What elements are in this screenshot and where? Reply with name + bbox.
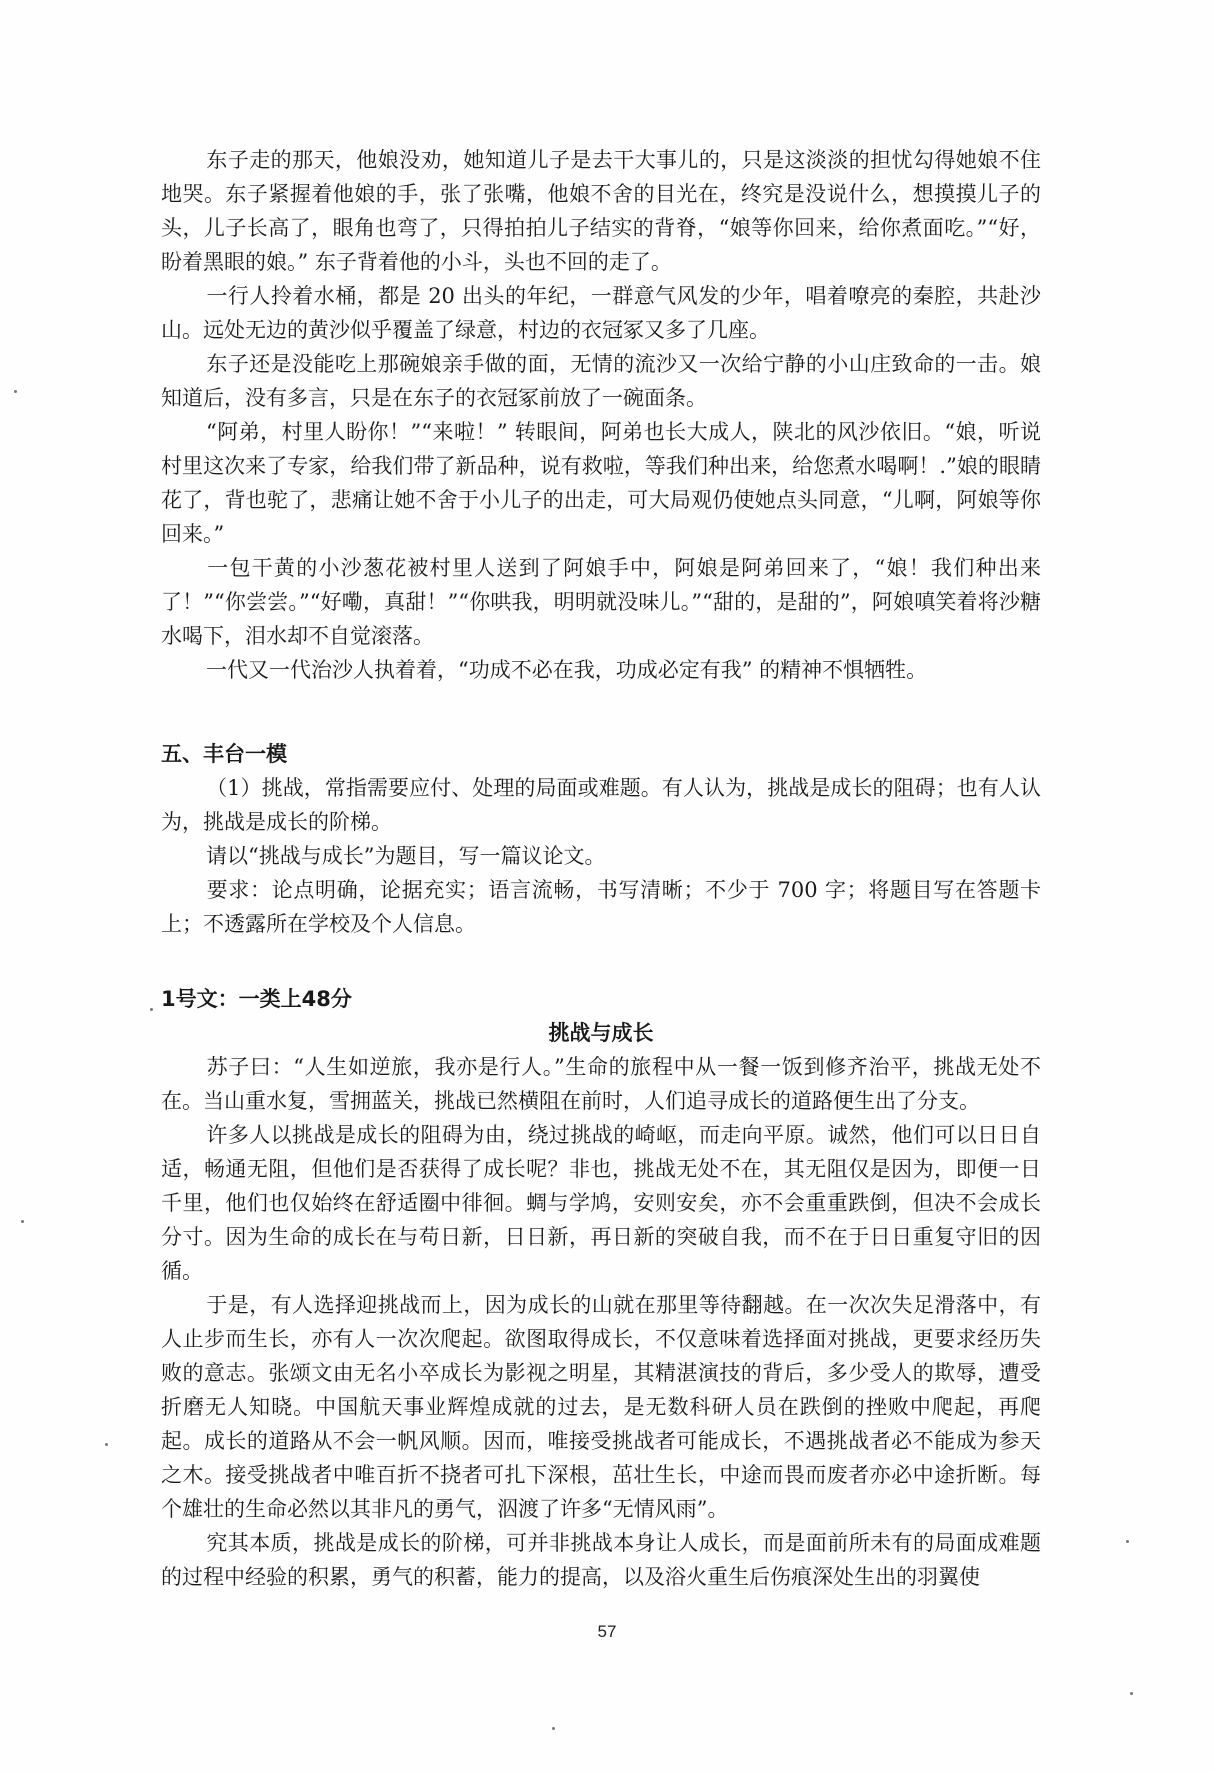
essay-paragraph-text: 许多人以挑战是成长的阻碍为由，绕过挑战的崎岖，而走向平原。诚然，他们可以日日自适，畅通无阻，但他们是否获得了成长呢？非也，挑战无处不在，其无阻仅是因为，即便一日千里，他们也仅始终在舒适圈中徘徊。蜩与学鸠，安则安矣，亦不会重重跌倒，但决不会成长分寸。因为生命的成长在与苟日新，日日新，再日新的突破自我，而不在于日日重复守旧的因循。 [161,1123,1041,1283]
essay-paragraph [161,1526,1041,1594]
story-paragraph-text: 一代又一代治沙人执着着，“功成不必在我，功成必定有我” 的精神不惧牺牲。 [206,658,928,682]
prompt-section [161,737,1041,941]
scan-speck [21,1220,24,1223]
scan-speck [552,1727,555,1730]
essay-title: 挑战与成长 [548,1021,654,1045]
essay-paragraph-text: 究其本质，挑战是成长的阶梯，可并非挑战本身让人成长，而是面前所未有的局面成难题的过程中经验的积累，勇气的积蓄，能力的提高，以及浴火重生后伤痕深处生出的羽翼使 [161,1531,1041,1589]
scan-speck [1130,1692,1133,1695]
story-paragraph [161,143,1041,279]
prompt-text [161,771,1041,839]
story-paragraph [161,653,1041,687]
story-section [161,143,1041,687]
essay-paragraph [161,1118,1041,1288]
story-paragraph [161,347,1041,415]
story-paragraph [161,415,1041,551]
scan-speck [1126,1540,1129,1543]
essay-paragraph-text: 于是，有人选择迎挑战而上，因为成长的山就在那里等待翻越。在一次次失足滑落中，有人止步而生长，亦有人一次次爬起。欲图取得成长，不仅意味着选择面对挑战，更要求经历失败的意志。张颂文由无名小卒成长为影视之明星，其精湛演技的背后，多少受人的欺辱，遭受折磨无人知晓。中国航天事业辉煌成就的过去，是无数科研人员在跌倒的挫败中爬起，再爬起。成长的道路从不会一帆风顺。因而，唯接受挑战者可能成长，不遇挑战者必不能成为参天之木。接受挑战者中唯百折不挠者可扎下深根，茁壮生长，中途而畏而废者亦必中途折断。每个雄壮的生命必然以其非凡的勇气，泅渡了许多“无情风雨”。 [161,1293,1041,1521]
page-number: 57 [597,1622,617,1641]
story-paragraph-text: 一包干黄的小沙葱花被村里人送到了阿娘手中，阿娘是阿弟回来了，“娘！我们种出来了！”“你尝尝。”“好嘞，真甜！”“你哄我，明明就没味儿。”“甜的，是甜的”，阿娘嗔笑着将沙糖水喝下，泪水却不自觉滚落。 [161,556,1041,648]
section-heading: 五、丰台一模 [161,742,287,766]
instruction-text-body: 请以“挑战与成长”为题目，写一篇议论文。 [206,844,606,868]
prompt-text-body: （1）挑战，常指需要应付、处理的局面或难题。有人认为，挑战是成长的阻碍；也有人认为，挑战是成长的阶梯。 [161,776,1041,834]
story-paragraph-text: 东子还是没能吃上那碗娘亲手做的面，无情的流沙又一次给宁静的小山庄致命的一击。娘知道后，没有多言，只是在东子的衣冠冢前放了一碗面条。 [161,352,1041,410]
requirements-text-body: 要求：论点明确，论据充实；语言流畅，书写清晰；不少于 700 字；将题目写在答题卡上；不透露所在学校及个人信息。 [161,878,1041,936]
story-paragraph [161,279,1041,347]
instruction-text [161,839,1041,873]
story-paragraph-text: “阿弟，村里人盼你！”“来啦！” 转眼间，阿弟也长大成人，陕北的风沙依旧。“娘，听说村里这次来了专家，给我们带了新品种，说有救啦，等我们种出来，给您煮水喝啊！.”娘的眼睛花了，背也驼了，悲痛让她不舍于小儿子的出走，可大局观仍使她点头同意，“儿啊，阿娘等你回来。” [161,420,1041,546]
scan-speck [150,1008,153,1011]
story-paragraph-text: 东子走的那天，他娘没劝，她知道儿子是去干大事儿的，只是这淡淡的担忧勾得她娘不住地哭。东子紧握着他娘的手，张了张嘴，他娘不舍的目光在，终究是没说什么，想摸摸儿子的头，儿子长高了，眼角也弯了，只得拍拍儿子结实的背脊，“娘等你回来，给你煮面吃。”“好，盼着黑眼的娘。” 东子背着他的小斗，头也不回的走了。 [161,148,1041,274]
story-paragraph-text: 一行人拎着水桶，都是 20 出头的年纪，一群意气风发的少年，唱着嘹亮的秦腔，共赴沙山。远处无边的黄沙似乎覆盖了绿意，村边的衣冠冢又多了几座。 [161,284,1041,342]
essay-section [161,982,1041,1594]
scan-speck [105,1443,108,1446]
essay-label [161,982,1041,1016]
essay-paragraph-text: 苏子曰：“人生如逆旅，我亦是行人。”生命的旅程中从一餐一饭到修齐治平，挑战无处不在。当山重水复，雪拥蓝关，挑战已然横阻在前时，人们追寻成长的道路便生出了分支。 [161,1055,1041,1113]
essay-paragraph [161,1050,1041,1118]
essay-paragraph [161,1288,1041,1526]
essay-label-text: 1号文：一类上48分 [161,987,352,1011]
scan-speck [14,390,17,393]
story-paragraph [161,551,1041,653]
requirements-text [161,873,1041,941]
